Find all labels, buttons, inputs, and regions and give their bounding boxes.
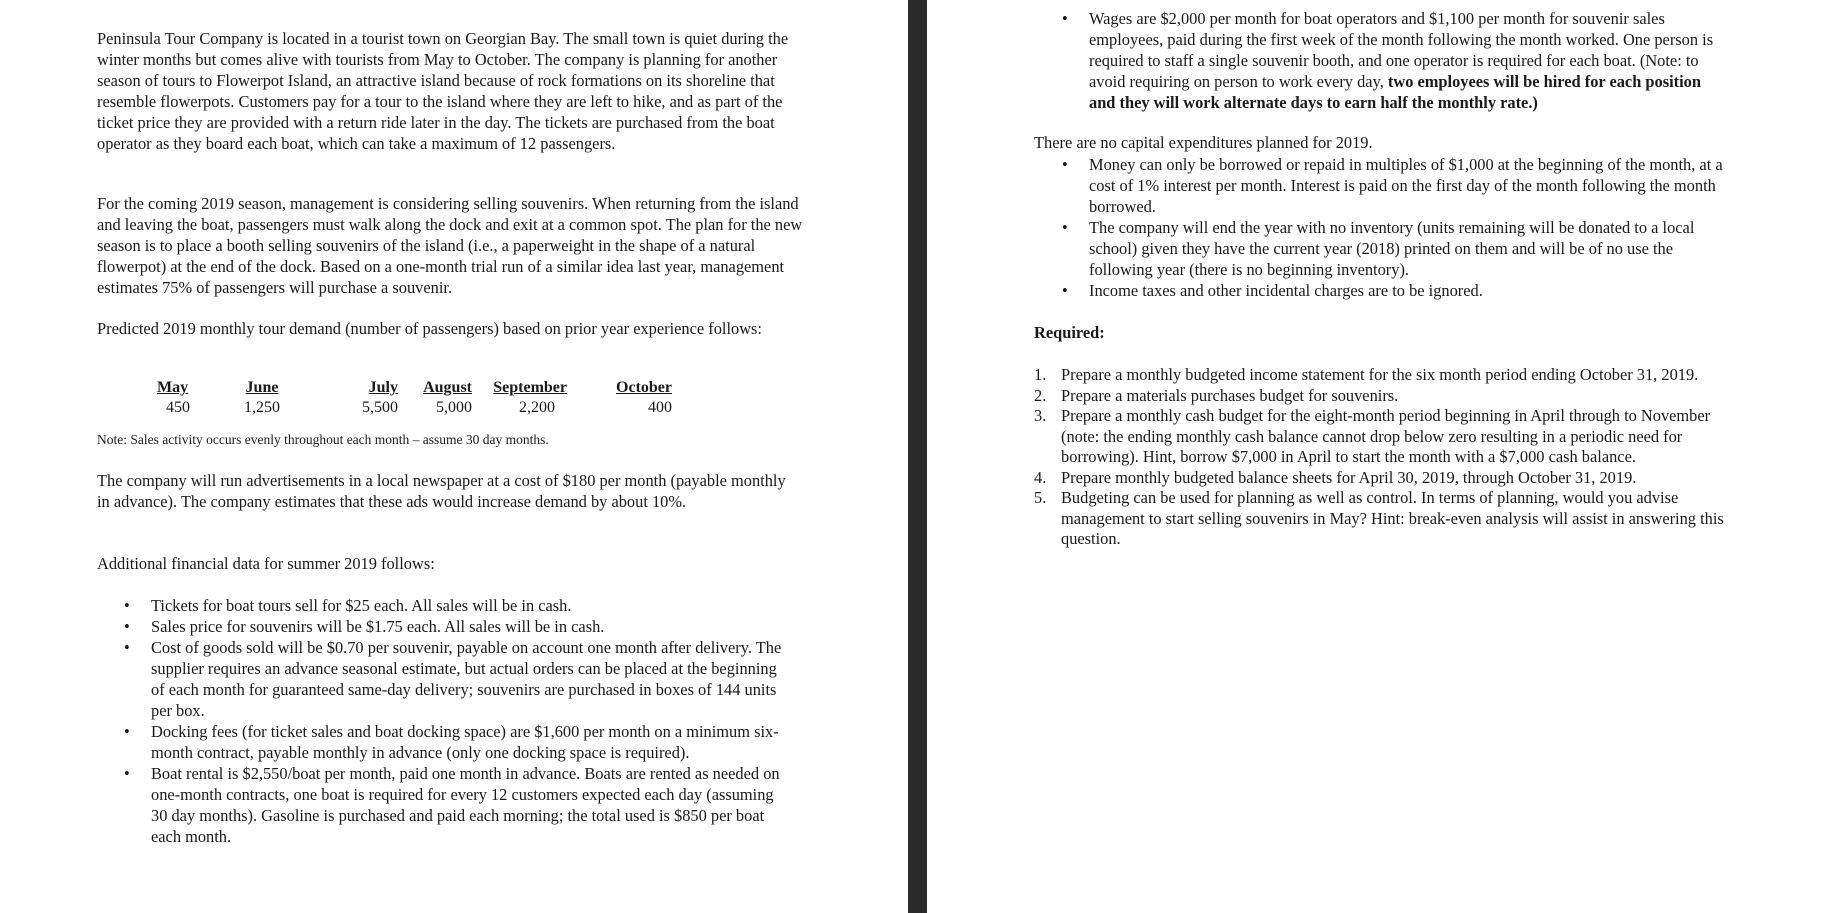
demand-col-july: [328, 378, 398, 418]
advertising-paragraph: The company will run advertisements in a local newspaper at a cost of $180 per month (payable monthly in advance). The company estimates that these ads would increase demand by about 10%.: [97, 471, 786, 511]
list-item: [1034, 488, 1741, 550]
bullet-icon: •: [1062, 155, 1068, 174]
required-list: [1034, 365, 1741, 550]
left-page: [0, 0, 908, 913]
demand-col-september: [487, 378, 567, 418]
wages-list: [1062, 8, 1729, 113]
list-item: [1062, 8, 1729, 113]
list-item: [1034, 365, 1741, 386]
demand-col-june: [227, 378, 297, 418]
item-number: 2.: [1034, 385, 1047, 405]
list-item: [1034, 385, 1741, 407]
list-item: [124, 721, 791, 763]
list-item: [1062, 217, 1729, 280]
list-item-text: Prepare a monthly budgeted income statement for the six month period ending October 31, 2019.: [1061, 365, 1699, 384]
item-number: 3.: [1034, 406, 1047, 425]
demand-col-october: [606, 378, 672, 418]
capex-paragraph: There are no capital expenditures planned for 2019.: [1034, 133, 1373, 152]
demand-intro-paragraph: Predicted 2019 monthly tour demand (number of passengers) based on prior year experience follows:: [97, 319, 762, 338]
required-heading: Required:: [1034, 323, 1105, 342]
bullet-icon: •: [124, 638, 130, 657]
item-number: 1.: [1034, 365, 1047, 384]
list-item: [1062, 280, 1729, 301]
demand-value: 400: [648, 399, 672, 416]
list-item-text: Sales price for souvenirs will be $1.75 each. All sales will be in cash.: [151, 617, 605, 636]
list-item-text: Tickets for boat tours sell for $25 each. All sales will be in cash.: [151, 596, 572, 615]
list-item-text: Boat rental is $2,550/boat per month, paid one month in advance. Boats are rented as needed on one-month contracts, one boat is required for every 12 customers expected each day (assuming 30 day months). Gasoline is purchased and paid each morning; the total used is $850 per boat each month.: [151, 764, 780, 846]
wages-text: Wages are $2,000 per month for boat operators and $1,100 per month for souvenir sales employees, paid during the first week of the month following the month worked. One person is required to staff a single souvenir booth, and one operator is required for each boat. (Note: to avoid requiring on person to work every day,: [1089, 9, 1714, 91]
bullet-icon: •: [124, 596, 130, 615]
demand-month: May: [157, 379, 189, 396]
sales-note: Note: Sales activity occurs evenly throughout each month – assume 30 day months.: [97, 432, 549, 447]
list-item-text: Cost of goods sold will be $0.70 per souvenir, payable on account one month after delivery. The supplier requires an advance seasonal estimate, but actual orders can be placed at the beginning of each month for guaranteed same-day delivery; souvenirs are purchased in boxes of 144 units per box.: [151, 638, 782, 720]
list-item: [124, 637, 791, 721]
bullet-icon: •: [1062, 218, 1068, 237]
list-item: [124, 763, 791, 847]
demand-month: September: [493, 379, 567, 396]
demand-col-august: [416, 378, 472, 418]
demand-value: 450: [166, 399, 190, 416]
demand-value: 5,500: [362, 399, 398, 416]
item-number: 5.: [1034, 488, 1047, 507]
demand-month: August: [423, 379, 472, 396]
demand-value: 1,250: [244, 399, 280, 416]
financial-data-list: [124, 595, 791, 847]
list-item-text: Income taxes and other incidental charges are to be ignored.: [1089, 281, 1483, 300]
item-number: 4.: [1034, 467, 1047, 487]
list-item-text: Prepare a monthly cash budget for the eight-month period beginning in April through to November (note: the ending monthly cash balance cannot drop below zero resulting in a periodic need for borrowing). Hint, borrow $7,000 in April to start the month with a $7,000 cash balance.: [1061, 406, 1711, 466]
intro-paragraph: Peninsula Tour Company is located in a tourist town on Georgian Bay. The small town is quiet during the winter months but comes alive with tourists from May to October. The company is planning for another season of tours to Flowerpot Island, an attractive island because of rock formations on its shoreline that resemble flowerpots. Customers pay for a tour to the island where they are left to hike, and as part of the ticket price they are provided with a return ride later in the day. The tickets are purchased from the boat operator as they board each boat, which can take a maximum of 12 passengers.: [97, 29, 789, 153]
list-item: [1034, 467, 1741, 489]
list-item-text: Docking fees (for ticket sales and boat docking space) are $1,600 per month on a minimum six-month contract, payable monthly in advance (only one docking space is required).: [151, 722, 779, 762]
bullet-icon: •: [124, 617, 130, 636]
souvenir-paragraph: For the coming 2019 season, management is considering selling souvenirs. When returning from the island and leaving the boat, passengers must walk along the dock and exit at a common spot. The plan for the new season is to place a booth selling souvenirs of the island (i.e., a paperweight in the shape of a natural flowerpot) at the end of the dock. Based on a one-month trial run of a similar idea last year, management estimates 75% of passengers will purchase a souvenir.: [97, 194, 803, 297]
demand-month: October: [616, 379, 672, 396]
bullet-icon: •: [124, 764, 130, 783]
list-item: [124, 616, 791, 637]
list-item-text: The company will end the year with no inventory (units remaining will be donated to a local school) given they have the current year (2018) printed on them and will be of no use the following year (there is no beginning inventory).: [1089, 218, 1695, 279]
wages-bold-text: two employees will be hired for each position and they will work alternate days to earn half the monthly rate.): [1089, 72, 1701, 112]
list-item: [1034, 406, 1741, 468]
conditions-list: [1062, 154, 1729, 301]
demand-value: 2,200: [519, 399, 555, 416]
list-item-text: Money can only be borrowed or repaid in multiples of $1,000 at the beginning of the month, at a cost of 1% interest per month. Interest is paid on the first day of the month following the month borrowed.: [1089, 155, 1723, 216]
additional-data-heading: Additional financial data for summer 2019 follows:: [97, 554, 435, 573]
list-item: [1062, 154, 1729, 217]
demand-month: July: [368, 379, 398, 396]
demand-value: 5,000: [436, 399, 472, 416]
right-page: [927, 0, 1835, 913]
bullet-icon: •: [124, 722, 130, 741]
bullet-icon: •: [1062, 281, 1068, 300]
list-item-text: Prepare a materials purchases budget for souvenirs.: [1061, 385, 1399, 405]
list-item: [124, 595, 791, 616]
demand-col-may: [140, 378, 237, 418]
list-item-text: Budgeting can be used for planning as well as control. In terms of planning, would you advise management to start selling souvenirs in May? Hint: break-even analysis will assist in answering this question.: [1061, 488, 1724, 548]
page-divider: [908, 0, 927, 913]
list-item-text: Prepare monthly budgeted balance sheets for April 30, 2019, through October 31, 2019.: [1061, 467, 1637, 487]
bullet-icon: •: [1062, 9, 1068, 28]
demand-month: June: [245, 379, 279, 396]
